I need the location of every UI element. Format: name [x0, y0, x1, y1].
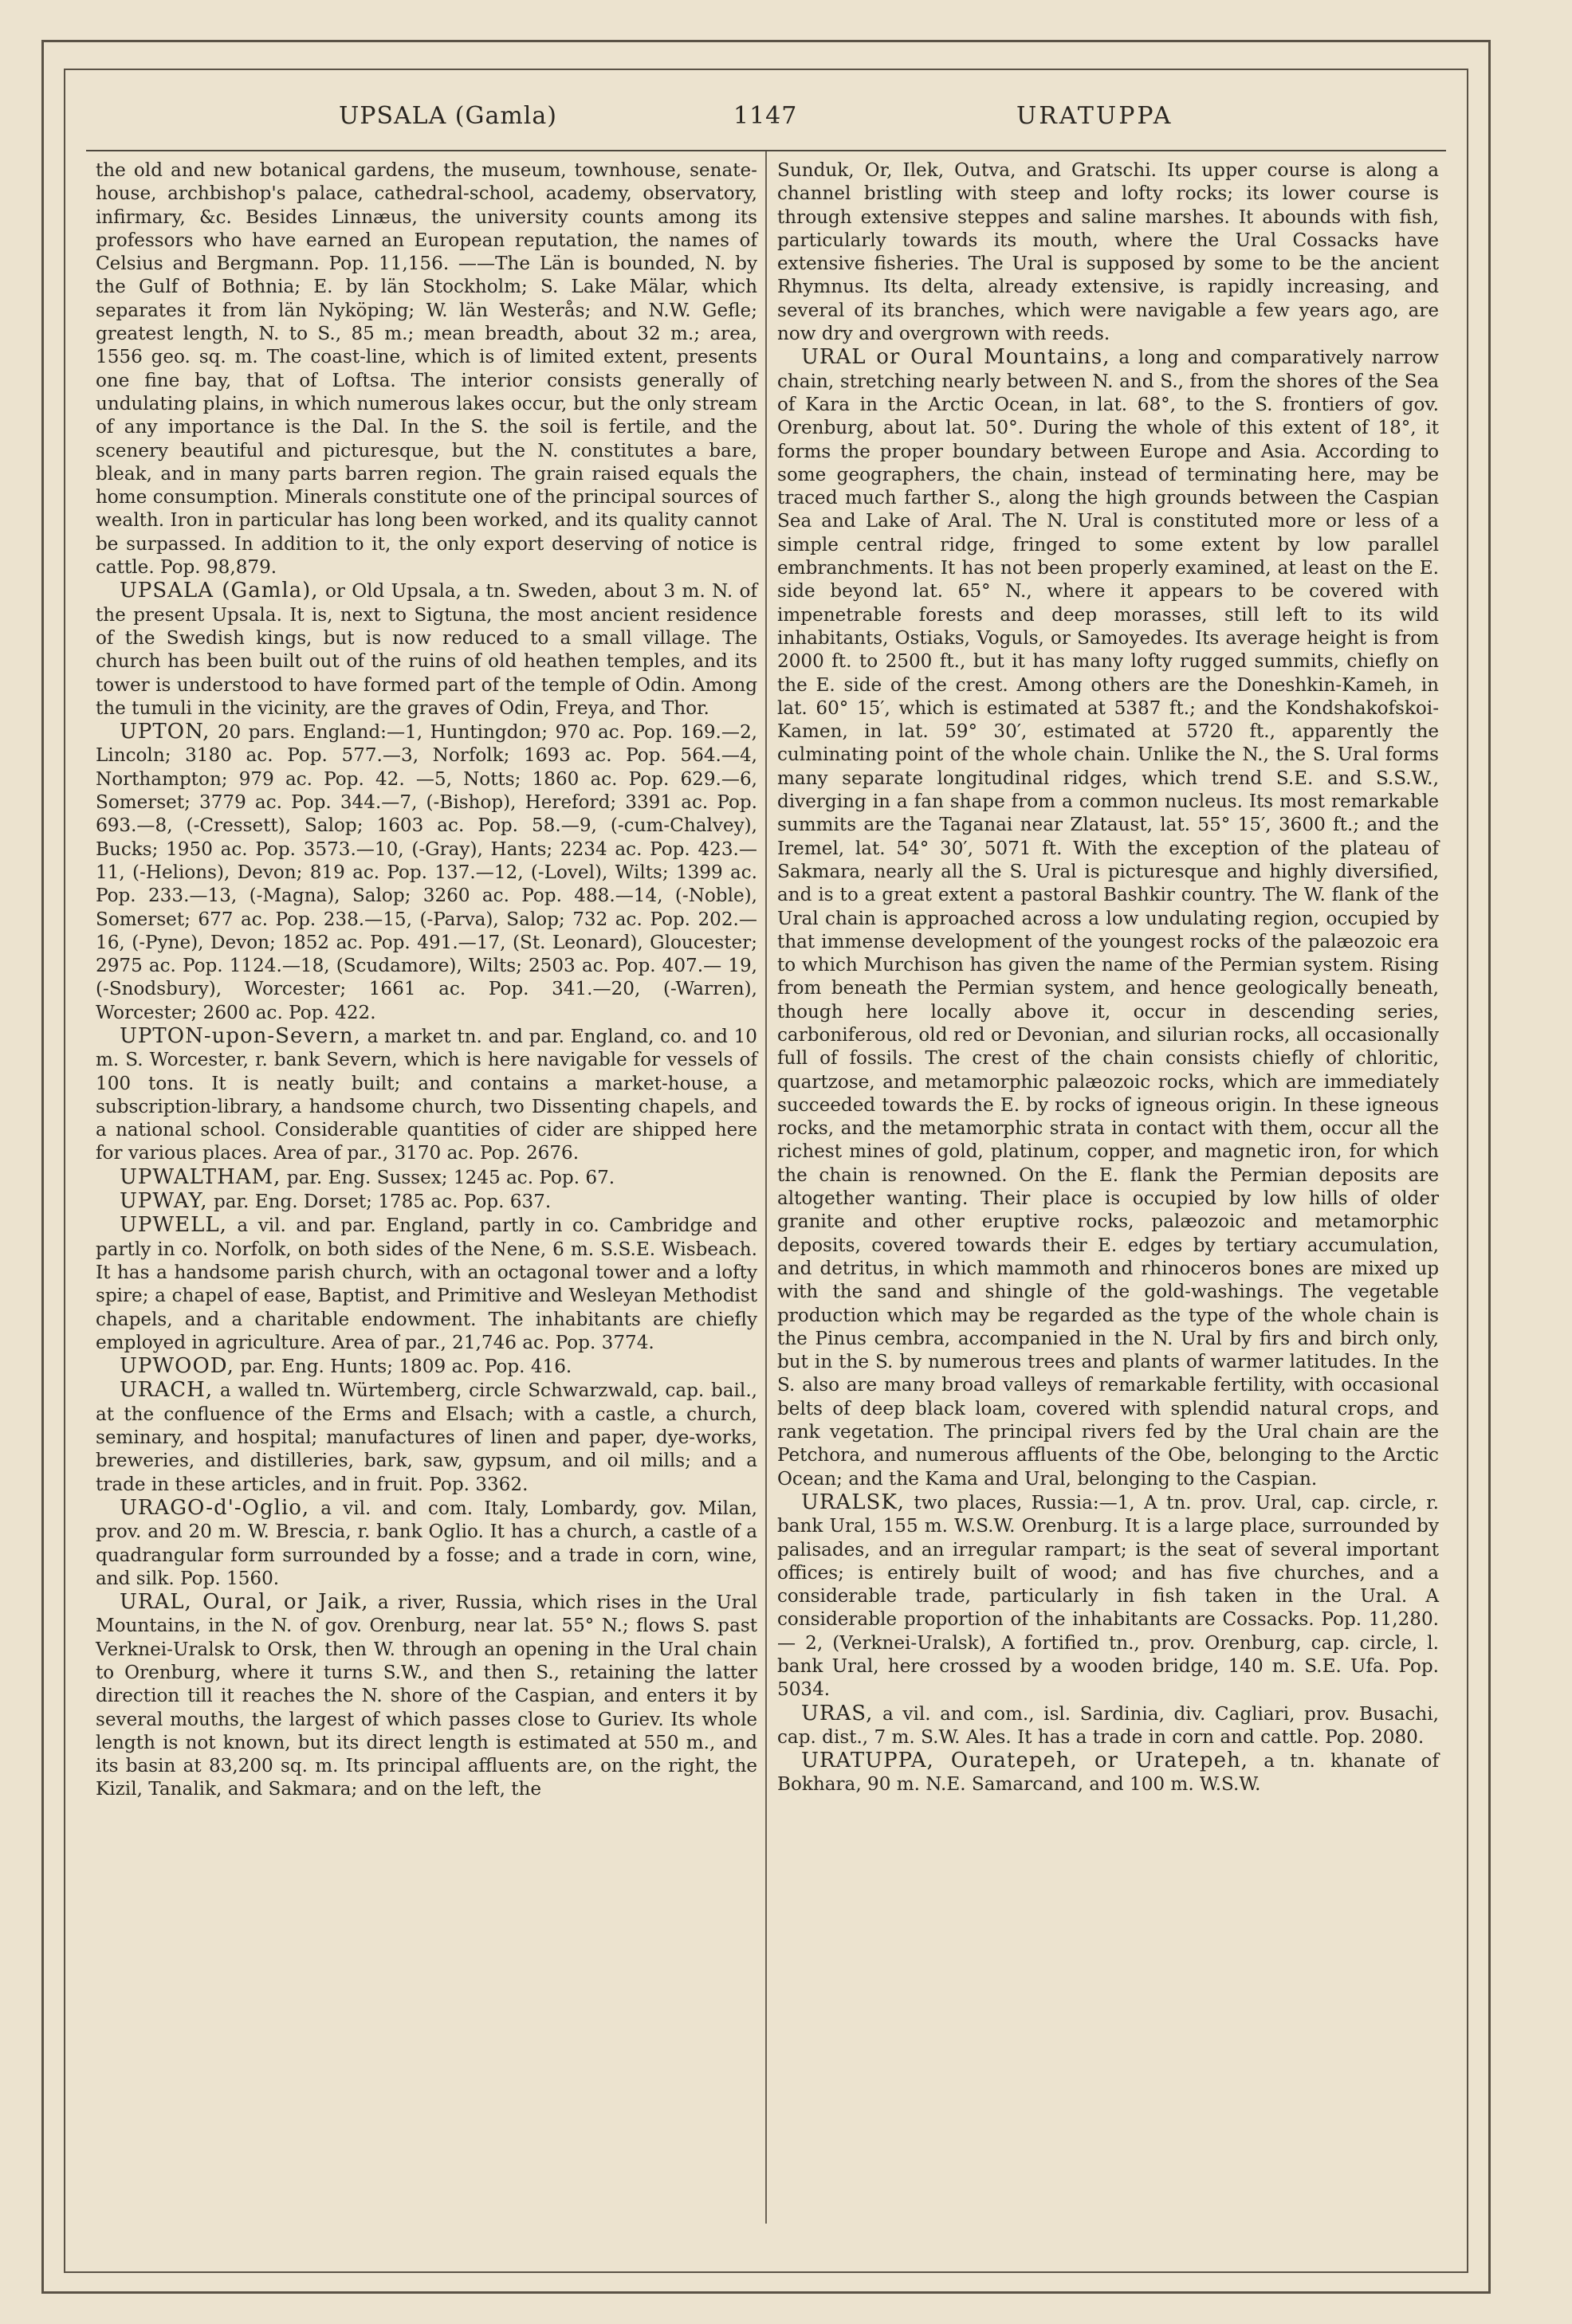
headword: UPWALTHAM, — [120, 1164, 281, 1189]
entry-upton-upon-severn — [96, 1025, 757, 1166]
entry-text: a long and comparatively narrow chain, stretching nearly between N. and S., from the shores of the Sea of Kara in the Arctic Ocean, in lat. 68°, to the S. frontiers of gov. Orenburg, about lat. 50°. During the whole of this extent of 18°, it forms the proper boundary between Europe and Asia. According to some geographers, the chain, instead of terminating here, may be traced much farther S., along the high grounds between the Caspian Sea and Lake of Aral. The N. Ural is constituted more or less of a simple central ridge, fringed to some extent by low parallel embranchments. It has not been properly examined, at least on the E. side beyond lat. 65° N., where it appears to be covered with impenetrable forests and deep morasses, still left to its wild inhabitants, Ostiaks, Voguls, or Samoyedes. Its average height is from 2000 ft. to 2500 ft., but it has many lofty rugged summits, chiefly on the E. side of the crest. Among others are the Doneshkin-Kameh, in lat. 60° 15′, which is estimated at 5387 ft.; and the Kondshakofskoi-Kamen, in lat. 59° 30′, estimated at 5720 ft., apparently the culminating point of the whole chain. Unlike the N., the S. Ural forms many separate longitudinal ridges, which trend S.E. and S.S.W., diverging in a fan shape from a common nucleus. Its most remarkable summits are the Taganai near Zlataust, lat. 55° 15′, 3600 ft.; and the Iremel, lat. 54° 30′, 5071 ft. With the exception of the plateau of Sakmara, nearly all the S. Ural is picturesque and highly diversified, and is to a great extent a pastoral Bashkir country. The W. flank of the Ural chain is approached across a low undulating region, occupied by that immense development of the youngest rocks of the palæozoic era to which Murchison has given the name of the Permian system. Rising from beneath the Permian system, and hence geologically beneath, though here locally above it, occur in descending series, carboniferous, old red or Devonian, and silurian rocks, all occasionally full of fossils. The crest of the chain consists chiefly of chloritic, quartzose, and metamorphic palæozoic rocks, which are immediately succeeded towards the E. by rocks of igneous origin. In these igneous rocks, and the metamorphic strata in contact with them, occur all the richest mines of gold, platinum, copper, and magnetic iron, for which the chain is renowned. On the E. flank the Permian deposits are altogether wanting. Their place is occupied by low hills of older granite and other eruptive rocks, palæozoic and metamorphic deposits, covered towards their E. edges by tertiary accumulation, and detritus, in which mammoth and rhinoceros bones are mixed up with the sand and shingle of the gold-washings. The vegetable production which may be regarded as the type of the whole chain is the Pinus cembra, accompanied in the N. Ural by firs and birch only, but in the S. by numerous trees and plants of warmer latitudes. In the S. also are many broad valleys of remarkable fertility, with occasional belts of deep black loam, covered with splendid natural crops, and rank vegetation. The principal rivers fed by the Ural chain are the Petchora, and numerous affluents of the Obe, belonging to the Arctic Ocean; and the Kama and Ural, belonging to the Caspian. — [777, 347, 1439, 1490]
left-column — [96, 159, 757, 1802]
headword: URAS, — [801, 1701, 874, 1725]
entry-text: 20 pars. England:—1, Huntingdon; 970 ac. Pop. 169.—2, Lincoln; 3180 ac. Pop. 577.—3, Norfolk; 1693 ac. Pop. 564.—4, Northampton; 979 ac. Pop. 42. —5, Notts; 1860 ac. Pop. 629.—6, Somerset; 3779 ac. Pop. 344.—7, (-Bishop), Hereford; 3391 ac. Pop. 693.—8, (-Cressett), Salop; 1603 ac. Pop. 58.—9, (-cum-Chalvey), Bucks; 1950 ac. Pop. 3573.—10, (-Gray), Hants; 2234 ac. Pop. 423.—11, (-Helions), Devon; 819 ac. Pop. 137.—12, (-Lovel), Wilts; 1399 ac. Pop. 233.—13, (-Magna), Salop; 3260 ac. Pop. 488.—14, (-Noble), Somerset; 677 ac. Pop. 238.—15, (-Parva), Salop; 732 ac. Pop. 202.—16, (-Pyne), Devon; 1852 ac. Pop. 491.—17, (St. Leonard), Gloucester; 2975 ac. Pop. 1124.—18, (Scudamore), Wilts; 2503 ac. Pop. 407.— 19, (-Snodsbury), Worcester; 1661 ac. Pop. 341.—20, (-Warren), Worcester; 2600 ac. Pop. 422. — [96, 722, 758, 1023]
headword: UPWAY, — [120, 1189, 208, 1214]
entry-upton — [96, 720, 757, 1025]
entry-upsala-gamla — [96, 579, 757, 720]
entry-text: par. Eng. Dorset; 1785 ac. Pop. 637. — [213, 1191, 552, 1213]
headword: UPTON, — [120, 720, 210, 744]
entry-text: or Old Upsala, a tn. Sweden, about 3 m. N. of the present Upsala. It is, next to Sigtuna, the most ancient residence of the Swedish kings, but is now reduced to a small village. The church has been built out of the ruins of old heathen temples, and its tower is understood to have formed part of the temple of Odin. Among the tumuli in the vicinity, are the graves of Odin, Freya, and Thor. — [96, 581, 757, 719]
entry-text: two places, Russia:—1, A tn. prov. Ural, cap. circle, r. bank Ural, 155 m. W.S.W. Orenburg. It is a large place, surrounded by palisades, and an irregular rampart; is the seat of several important offices; is entirely built of wood; and has five churches, and a considerable trade, particularly in fish taken in the Ural. A considerable proportion of the inhabitants are Cossacks. Pop. 11,280.— 2, (Verknei-Uralsk), A fortified tn., prov. Orenburg, cap. circle, l. bank Ural, here crossed by a wooden bridge, 140 m. S.E. Ufa. Pop. 5034. — [777, 1492, 1439, 1701]
headword: URACH, — [120, 1378, 214, 1403]
entry-text: a tn. khanate of Bokhara, 90 m. N.E. Samarcand, and 100 m. W.S.W. — [777, 1751, 1440, 1796]
entry-uratuppa — [777, 1749, 1439, 1797]
entry-text: a river, Russia, which rises in the Ural Mountains, in the N. of gov. Orenburg, near lat. 55° N.; flows S. past Verknei-Uralsk to Orsk, then W. through an opening in the Ural chain to Orenburg, where it turns S.W., and then S., retaining the latter direction till it reaches the N. shore of the Caspian, and enters it by several mouths, the largest of which passes close to Guriev. Its whole length is not known, but its direct length is estimated at 550 m., and its basin at 83,200 sq. m. Its principal affluents are, on the right, the Kizil, Tanalik, and Sakmara; and on the left, the — [96, 1592, 758, 1800]
entry-text: a vil. and com. Italy, Lombardy, gov. Milan, prov. and 20 m. W. Brescia, r. bank Oglio. It has a church, a castle of a quadrangular form surrounded by a fosse; and a trade in corn, wine, and silk. Pop. 1560. — [96, 1498, 757, 1589]
entry-upwell — [96, 1214, 757, 1355]
entry-text: a vil. and par. England, partly in co. Cambridge and partly in co. Norfolk, on both sides of the Nene, 6 m. S.S.E. Wisbeach. It has a handsome parish church, with an octagonal tower and a lofty spire; a chapel of ease, Baptist, and Primitive and Wesleyan Methodist chapels, and a charitable endowment. The inhabitants are chiefly employed in agriculture. Area of par., 21,746 ac. Pop. 3774. — [96, 1215, 757, 1353]
entry-upwood — [96, 1355, 757, 1379]
headword: URALSK, — [801, 1490, 906, 1514]
header-right-title: URATUPPA — [1016, 102, 1173, 130]
page-number: 1147 — [733, 102, 798, 130]
headword: URAL or Oural Mountains, — [801, 345, 1110, 370]
entry-uras — [777, 1702, 1439, 1750]
entry-text: par. Eng. Sussex; 1245 ac. Pop. 67. — [286, 1167, 615, 1188]
entry-upway — [96, 1190, 757, 1214]
headword: UPWELL, — [120, 1213, 227, 1238]
headword: UPTON-upon-Severn, — [120, 1023, 361, 1048]
entry-upwaltham — [96, 1166, 757, 1190]
headword: URAGO-d'-Oglio, — [120, 1495, 310, 1520]
header-left-title: UPSALA (Gamla) — [339, 102, 557, 130]
headword: UPWOOD, — [120, 1354, 234, 1379]
headword: URAL, Oural, or Jaik, — [120, 1590, 369, 1615]
entry-urach — [96, 1379, 757, 1496]
entry-urago — [96, 1497, 757, 1591]
entry-uralsk — [777, 1491, 1439, 1702]
entry-text: a market tn. and par. England, co. and 10 m. S. Worcester, r. bank Severn, which is here navigable for vessels of 100 tons. It is neatly built; and contains a market-house, a subscription-library, a handsome church, two Dissenting chapels, and a national school. Considerable quantities of cider are shipped here for various places. Area of par., 3170 ac. Pop. 2676. — [96, 1026, 757, 1164]
headword: URATUPPA, Ouratepeh, or Uratepeh, — [801, 1749, 1248, 1773]
entry-ural-mountains — [777, 346, 1439, 1491]
entry-ural-river — [96, 1591, 757, 1802]
entry-ural-river-continued: Sunduk, Or, Ilek, Outva, and Gratschi. Its upper course is along a channel bristling with steep and lofty rocks; its lower course is through extensive steppes and saline marshes. It abounds with fish, particularly towards its mouth, where the Ural Cossacks have extensive fisheries. The Ural is supposed by some to be the ancient Rhymnus. Its delta, already extensive, is rapidly increasing, and several of its branches, which were navigable a few years ago, are now dry and overgrown with reeds. — [777, 160, 1439, 345]
entry-upsala-continued: the old and new botanical gardens, the museum, townhouse, senate-house, archbishop's palace, cathedral-school, academy, observatory, infirmary, &c. Besides Linnæus, the university counts among its professors who have earned an European reputation, the names of Celsius and Bergmann. Pop. 11,156. ——The Län is bounded, N. by the Gulf of Bothnia; E. by län Stockholm; S. Lake Mälar, which separates it from län Nyköping; W. län Westerås; and N.W. Gefle; greatest length, N. to S., 85 m.; mean breadth, about 32 m.; area, 1556 geo. sq. m. The coast-line, which is of limited extent, presents one fine bay, that of Loftsa. The interior consists generally of undulating plains, in which numerous lakes occur, but the only stream of any importance is the Dal. In the S. the soil is fertile, and the scenery beautiful and picturesque, but the N. constitutes a bare, bleak, and in many parts barren region. The grain raised equals the home consumption. Minerals constitute one of the principal sources of wealth. Iron in particular has long been worked, and its quality cannot be surpassed. In addition to it, the only export deserving of notice is cattle. Pop. 98,879. — [96, 160, 757, 579]
headword: UPSALA (Gamla), — [120, 579, 319, 603]
entry-text: par. Eng. Hunts; 1809 ac. Pop. 416. — [240, 1356, 572, 1378]
running-header — [88, 102, 1443, 148]
column-divider — [765, 151, 767, 2224]
right-column — [777, 159, 1439, 1797]
entry-text: a walled tn. Würtemberg, circle Schwarzwald, cap. bail., at the confluence of the Erms and Elsach; with a castle, a church, seminary, and hospital; manufactures of linen and paper, dye-works, breweries, and distilleries, bark, saw, gypsum, and oil mills; and a trade in these articles, and in fruit. Pop. 3362. — [96, 1380, 757, 1495]
entry-text: a vil. and com., isl. Sardinia, div. Cagliari, prov. Busachi, cap. dist., 7 m. S.W. Ales. It has a trade in corn and cattle. Pop. 2080. — [777, 1703, 1440, 1748]
